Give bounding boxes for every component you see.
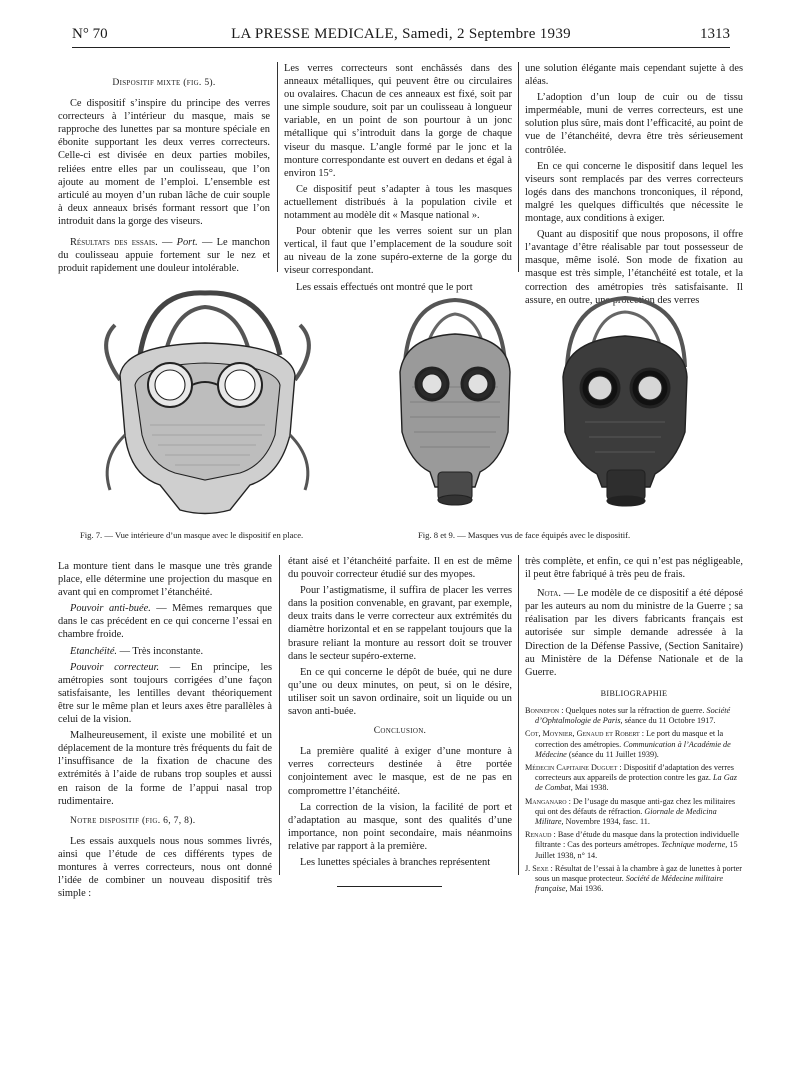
bottom-left-column <box>58 560 272 903</box>
ref-title: : Le port du masque et la correction des amétropies. <box>535 729 724 749</box>
page-number: 1313 <box>700 26 730 42</box>
bibliography-entry <box>525 830 743 861</box>
ref-title: : Dispositif d’adaptation des verres correcteurs aux appareils de protection contre les gaz. <box>535 762 734 783</box>
ref-journal: Communication à l’Académie de Médecine <box>535 739 731 759</box>
issue-number: N° 70 <box>72 26 108 42</box>
paragraph: Ce dispositif s’inspire du principe des verres correcteurs à l’intérieur du masque, mais se rapproche des lunettes par sa monture spéciale en ébonite supportant les deux verres correcteurs. Celle-ci est divisée en deux parties mobiles, reliées entre elles par un coulisseau, que l’on ajoute au moment de l’emploi. L’ensemble est articulé au moyen d’un ruban lâche de cuir souple à deux anneaux brisés formant ressort que l’on introduit dans la gorge des viseurs. <box>58 98 270 227</box>
bibliography-entry <box>525 797 743 828</box>
bottom-middle-column <box>288 555 512 872</box>
figure-7-mask-interior <box>80 285 335 525</box>
paragraph: Malheureusement, il existe une mobilité et un déplacement de la monture très fréquents du fait de l’insuffisance de la fixation de chacune des extrémités à l’aide de rubans trop souples et aussi en raison de la forme de l’appui nasal trop rudimentaire. <box>58 730 272 807</box>
section-heading-conclusion: Conclusion. <box>373 725 427 737</box>
ref-journal: Société de Médecine militaire française, <box>535 873 723 894</box>
paragraph-etancheite <box>58 645 272 658</box>
column-divider <box>518 555 519 875</box>
figure-8-mask-front <box>380 292 530 517</box>
paragraph-correcteur <box>58 661 272 726</box>
paragraph: Les essais effectués ont montré que le port <box>296 281 473 293</box>
ref-title: : Base d’étude du masque dans la protection individuelle filtrante : Cas des porteurs amétropes. <box>535 830 740 850</box>
ref-author: Renaud <box>525 830 552 840</box>
nota-label: Nota. <box>537 588 561 600</box>
bibliography-entry <box>525 864 743 895</box>
ref-journal: Giornale de Medicina Militare, <box>535 806 717 826</box>
ref-author: Cot, Moynier, Genaud et Robert <box>525 729 640 739</box>
paragraph: Ce dispositif peut s’adapter à tous les masques actuellement distribués à la population civile et notamment au modèle dit « Masque national ». <box>284 183 512 222</box>
ref-date: Novembre 1934, fasc. 11. <box>563 816 650 826</box>
ref-journal: Technique moderne, <box>661 840 728 850</box>
paragraph: Quant au dispositif que nous proposons, il offre l’avantage d’être réalisable par tout possesseur de masque, même isolé. Son mode de fixation au masque est très simple, l’étanchéité est totale, et la correction des amétropies très satisfaisante. Il assure, en outre, une protection des verres <box>525 229 743 306</box>
header-rule <box>72 47 730 48</box>
top-left-column <box>58 70 270 278</box>
ref-title: : Résultat de l’essai à la chambre à gaz de lunettes à porter sous un masque protecteur. <box>535 863 742 883</box>
correcteur-label: Pouvoir correcteur. <box>70 661 160 673</box>
top-middle-column <box>284 62 512 297</box>
paragraph: En ce qui concerne le dispositif dans lequel les viseurs sont remplacés par des verres correcteurs logés dans des manchons tronconiques, il répond, malgré les quelques difficultés que nécessite le montage, aux conditions à exiger. <box>525 160 743 225</box>
bibliography-entry <box>525 729 743 760</box>
ref-date: Mai 1938. <box>572 783 609 793</box>
paragraph: Les essais auxquels nous nous sommes livrés, ainsi que l’étude de ces différents types de montures à verres correcteurs, nous ont donné l’idée de combiner un nouveau dispositif très simple : <box>58 835 272 900</box>
bottom-right-column <box>525 555 743 897</box>
bibliography-entry <box>525 763 743 794</box>
paragraph-nota <box>525 587 743 679</box>
etancheite-text: — Très inconstante. <box>117 645 204 657</box>
bibliography-list <box>525 706 743 894</box>
ref-date: Mai 1936. <box>567 884 604 894</box>
caption-figure-7: Fig. 7. — Vue intérieure d’un masque avec le dispositif en place. <box>80 530 304 540</box>
ref-title: : De l’usage du masque anti-gaz chez les militaires qui ont des défauts de réfraction. <box>535 796 736 816</box>
paragraph: La correction de la vision, la facilité de port et d’adaptation au masque, sont des qualités d’une importance, non point secondaire, mais néanmoins relative par rapport à la première. <box>288 801 512 852</box>
paragraph: Les lunettes spéciales à branches représentent <box>300 856 491 868</box>
paragraph: L’adoption d’un loup de cuir ou de tissu imperméable, muni de verres correcteurs, est une solution plus sûre, mais dont l’efficacité, au point de vue de l’étanchéité, devra être très sérieusement contrôlée. <box>525 92 743 156</box>
ref-author: Médecin Capitaine Duguet <box>525 762 618 772</box>
ref-title: : Quelques notes sur la réfraction de guerre. <box>559 705 707 715</box>
page-header <box>72 26 730 48</box>
ref-journal: Société d’Ophtalmologie de Paris, <box>535 705 731 726</box>
paragraph: Pour l’astigmatisme, il suffira de placer les verres dans la position convenable, en gravant, par exemple, deux traits dans le verre correcteur aux extrémités du diamètre horizontal et en se rappelant toujours que la brasure reliant la monture au ressort doit se trouver dans le secteur supéro-externe. <box>288 585 512 662</box>
bibliography-heading: BIBLIOGRAPHIE <box>600 688 668 698</box>
paragraph-antibuee <box>58 602 272 641</box>
column-divider <box>279 555 280 875</box>
paragraph: La première qualité à exiger d’une monture à verres correcteurs destinée à être portée conjointement avec le masque, est de ne pas en compromettre l’étanchéité. <box>288 746 512 797</box>
top-right-column <box>525 62 743 310</box>
paragraph: En ce qui concerne le dépôt de buée, qui ne dure qu’une ou deux minutes, on peut, si on le désire, utiliser soit un savon ordinaire, soit un liquide ou un savon anti-buée. <box>288 666 512 718</box>
nota-text: — Le modèle de ce dispositif a été déposé par les auteurs au nom du ministre de la Guerre ; sa réalisation par les divers fabricants français est autorisée sur simple demande adressée à la Direction de la Défense Passive, (Section Sanitaire) au Ministère de la Défense Nationale et de la Guerre. <box>525 588 743 678</box>
ref-date: (séance du 11 Juillet 1939). <box>566 749 659 759</box>
paragraph: La monture tient dans le masque une très grande place, elle détermine une projection du masque en avant qui en compromet l’étanchéité. <box>58 561 272 599</box>
antibuee-text: — Mêmes remarques que dans le cas précédent en ce qui concerne l’essai en chambre froide. <box>58 603 272 641</box>
ref-author: J. Sexe <box>525 863 549 873</box>
ref-author: Bonnefon <box>525 705 560 715</box>
port-text: — Le manchon du coulisseau appuie fortement sur le nez et produit rapidement une douleur intolérable. <box>58 237 270 275</box>
paragraph: Les verres correcteurs sont enchâssés dans des anneaux métalliques, qui peuvent être ou circulaires ou ovalaires. Chacun de ces anneaux est fixé, soit par une simple soudure, soit par un coulisseau à longueur variable, en un point de son pourtour à un jonc métallique qui s’introduit dans la gorge de chaque viseur du masque. L’angle formé par le jonc et la monture correspondante est ouvert en dedans et égal à environ 15°. <box>284 63 512 179</box>
port-label: Port. <box>176 237 198 249</box>
journal-title: LA PRESSE MEDICALE, Samedi, 2 Septembre 1939 <box>231 26 571 42</box>
etancheite-label: Etanchéité. <box>70 645 118 657</box>
column-divider <box>277 62 278 272</box>
bibliography-entry <box>525 706 743 726</box>
paragraph: une solution élégante mais cependant sujette à des aléas. <box>525 63 743 88</box>
paragraph-results <box>58 236 270 275</box>
paragraph: étant aisé et l’étanchéité parfaite. Il en est de même du pouvoir correcteur étudié sur des myopes. <box>288 556 512 581</box>
end-rule <box>337 886 442 887</box>
antibuee-label: Pouvoir anti-buée. <box>70 603 151 615</box>
caption-figures-8-9: Fig. 8 et 9. — Masques vus de face équipés avec le dispositif. <box>418 530 631 540</box>
section-heading-notre-dispositif: Notre dispositif (fig. 6, 7, 8). <box>70 814 196 826</box>
paragraph: Pour obtenir que les verres soient sur un plan vertical, il faut que l’emplacement de la soudure soit au niveau de la zone supéro-externe de la gorge du viseur correspondant. <box>284 226 512 277</box>
section-heading-mixte: Dispositif mixte (fig. 5). <box>112 77 216 88</box>
paragraph: très complète, et enfin, ce qui n’est pas négligeable, il peut être fabriqué à très peu de frais. <box>525 556 743 581</box>
results-lead: Résultats des essais. — <box>70 237 177 249</box>
ref-journal: La Gaz de Combat, <box>535 773 737 793</box>
figure-9-mask-front <box>545 292 705 517</box>
correcteur-text: — En principe, les amétropies sont toujours corrigées d’une façon satisfaisante, les lentilles devant théoriquement être sur le même plan et leurs axes être parallèles à celui de la vision. <box>58 661 272 726</box>
ref-date: séance du 11 Octobre 1917. <box>622 716 716 726</box>
ref-author: Manganaro <box>525 796 567 806</box>
column-divider <box>518 62 519 272</box>
ref-date: 15 Juillet 1938, n° 14. <box>535 840 738 860</box>
